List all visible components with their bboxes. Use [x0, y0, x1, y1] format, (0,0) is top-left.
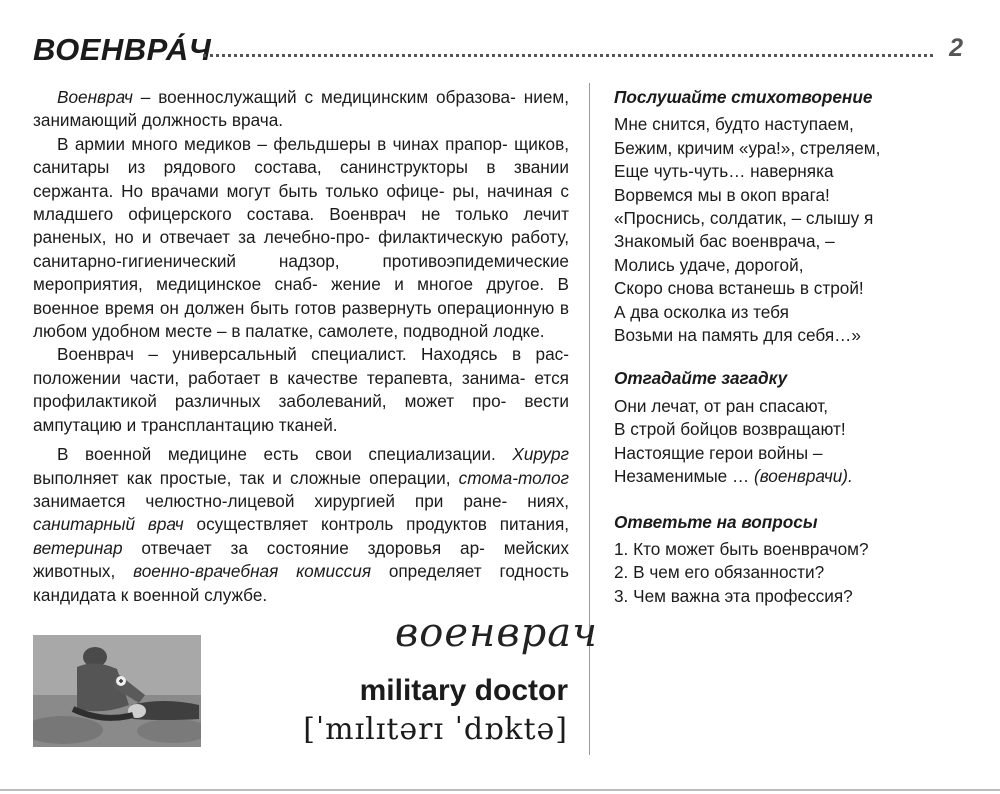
english-word: military doctor	[359, 674, 568, 707]
riddle-line: Настоящие герои войны –	[614, 442, 823, 463]
question-item: 3. Чем важна эта профессия?	[614, 585, 853, 606]
riddle-section	[614, 367, 984, 488]
questions-section	[614, 511, 984, 609]
paragraph-specializations: В военной медицине есть свои специализации. Хирург выполняет как простые, так и сложные операции, стома-толог занимается челюстно-лицевой хирургией при ране- ниях, санитарный врач осуществляет контроль продуктов питания, ветеринар отвечает за состояние здоровья ар- мейских животных, военно-врачебная комиссия определяет годность кандидата к военной службе.	[33, 444, 570, 605]
riddle-answer: (военврачи).	[753, 466, 853, 487]
poem-line: Бежим, кричим «ура!», стреляем,	[614, 137, 881, 158]
page-number: 2	[949, 34, 963, 62]
article-text	[33, 86, 569, 607]
riddle-heading: Отгадайте загадку	[614, 368, 788, 389]
term-military-doctor: Военврач	[57, 87, 133, 107]
cursive-word: военврач	[395, 610, 598, 656]
question-item: 1. Кто может быть военврачом?	[614, 538, 869, 559]
riddle-line: В строй бойцов возвращают!	[614, 419, 846, 440]
riddle-line: Незаменимые … (военврачи).	[614, 466, 853, 487]
page-title: ВОЕНВРА́Ч	[33, 32, 212, 67]
poem-line: Скоро снова встанешь в строй!	[614, 278, 864, 299]
medic-photo-illustration	[33, 635, 201, 747]
page-header	[33, 30, 963, 70]
question-item: 2. В чем его обязанности?	[614, 562, 825, 583]
poem-line: Еще чуть-чуть… наверняка	[614, 161, 834, 182]
paragraph-universal-specialist: Военврач – универсальный специалист. Находясь в рас- положении части, работает в качестве терапевта, занима- ется профилактикой различных заболеваний, может про- вести ампутацию и трансплантацию тканей.	[33, 344, 569, 435]
poem-line: «Проснись, солдатик, – слышу я	[614, 208, 874, 229]
page-bottom-rule	[0, 789, 1000, 791]
military-medic-photo	[33, 635, 201, 747]
term-surgeon: Хирург	[512, 444, 569, 465]
term-dentist: стома-толог	[458, 467, 570, 488]
paragraph-army-medics: В армии много медиков – фельдшеры в чинах прапор- щиков, санитары из рядового состава, санинструкторы в звании сержанта. Но врачами могут быть только офице- ры, начиная с младшего офицерского состава. Военврач не только лечит раненых, но и отвечает за лечебно-про- филактическую работу, санитарно-гигиенический надзор, противоэпидемические мероприятия, медицинское снаб- жение и многое другое. В военное время он должен быть готов развернуть операционную в любом удобном месте – в палатке, самолете, подводной лодке.	[33, 133, 570, 342]
questions-heading: Ответьте на вопросы	[614, 511, 818, 532]
poem-line: Знакомый бас военврача, –	[614, 231, 835, 252]
poem-line: Возьми на память для себя…»	[614, 325, 861, 346]
paragraph-definition: Военврач – военнослужащий с медицинским образова- нием, занимающий должность врача.	[33, 87, 569, 131]
dotted-leader	[203, 54, 933, 57]
poem-section	[614, 86, 984, 347]
poem-heading: Послушайте стихотворение	[614, 87, 873, 107]
term-medical-commission: военно-врачебная комиссия	[133, 561, 372, 582]
poem-line: Ворвемся мы в окоп врага!	[614, 184, 830, 205]
poem-line: Молись удаче, дорогой,	[614, 254, 804, 275]
sidebar-exercises	[614, 86, 984, 608]
term-sanitary-doctor: санитарный врач	[33, 514, 184, 535]
english-transcription: [ˈmɪlɪtərɪ ˈdɒktə]	[303, 712, 568, 747]
poem-line: А два осколка из тебя	[614, 301, 789, 322]
poem-line: Мне снится, будто наступаем,	[614, 114, 854, 135]
term-veterinarian: ветеринар	[33, 537, 123, 558]
riddle-line: Они лечат, от ран спасают,	[614, 395, 828, 416]
